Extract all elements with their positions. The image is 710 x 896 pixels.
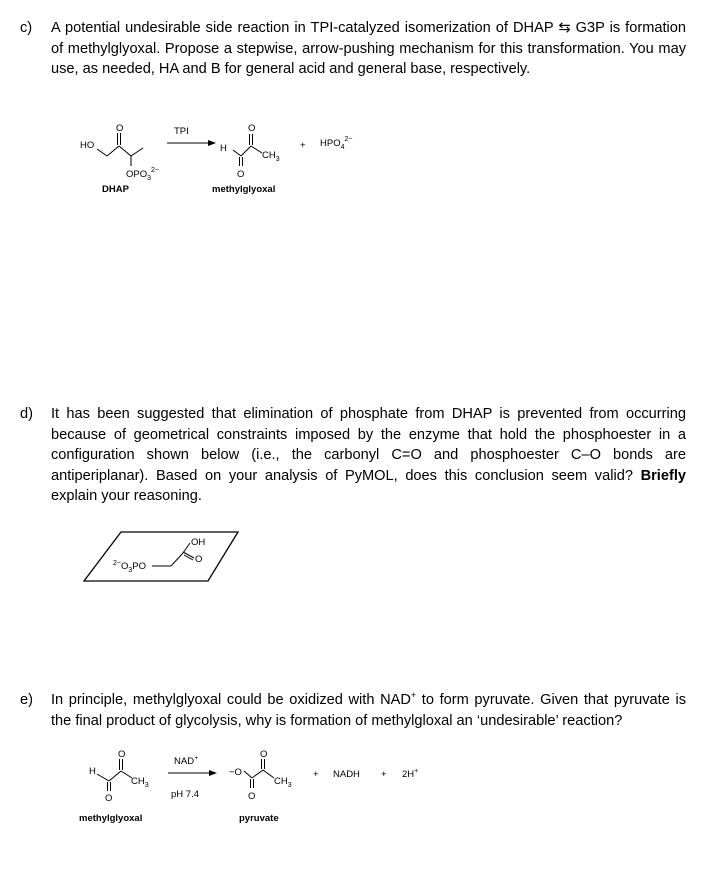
methylglyoxal-label: methylglyoxal xyxy=(212,184,276,195)
dhap-carbonyl-o: O xyxy=(116,123,124,134)
tpi-catalyst-label: TPI xyxy=(174,126,189,137)
question-d-text: It has been suggested that elimination of phosphate from DHAP is prevented from occurring because of geometrical constraints imposed by the enzyme that hold the phosphoester in a configuration shown below (i.e., the carbonyl C=O and phosphoester C–O bonds are antiperiplanar). Based on your analysis of PyMOL, does this conclusion seem valid? Briefly explain your reasoning. xyxy=(51,406,686,505)
ho-label: HO xyxy=(80,140,95,151)
mg2-ketone-o: O xyxy=(118,749,126,760)
dhap-phosphate: $OPO_3^{2-}$ xyxy=(126,167,160,182)
mg-aldehyde-h: H xyxy=(220,143,227,154)
question-c-text: A potential undesirable side reaction in TPI-catalyzed isomerization of DHAP ⇆ G3P is formation of methylglyoxal. Propose a stepwise, arrow-pushing mechanism for this transformation. You may use, as needed, HA and B for general acid and general base, respectively. xyxy=(51,20,686,78)
question-c-letter: c) xyxy=(20,20,33,36)
plus-sign: + xyxy=(300,140,306,151)
mg-methyl: $CH_3$ xyxy=(262,150,280,163)
reaction-arrow-head-icon xyxy=(209,770,217,776)
plus-sign-1: + xyxy=(313,769,319,780)
dhap-label: DHAP xyxy=(102,184,129,195)
methylglyoxal-label-e: methylglyoxal xyxy=(79,813,143,824)
nad-reagent: NAD+ xyxy=(174,755,199,767)
mg-aldehyde-o: O xyxy=(237,169,245,180)
pyruvate-methyl: $CH_3$ xyxy=(274,776,292,789)
pyruvate-ketone-o: O xyxy=(260,749,268,760)
mg2-aldehyde-o: O xyxy=(105,793,113,804)
question-e-letter: e) xyxy=(20,692,33,708)
mg-ketone-o: O xyxy=(248,123,256,134)
phosphoester-label: $^{2-}O_3PO$ xyxy=(113,560,147,574)
mg2-methyl: $CH_3$ xyxy=(131,776,149,789)
mg2-aldehyde-h: H xyxy=(89,766,96,777)
carboxylate-o: −O xyxy=(229,767,242,778)
protons-label: 2H+ xyxy=(402,768,419,780)
hydrogen-phosphate: $HPO_4^{2-}$ xyxy=(320,136,353,151)
pyruvate-carbonyl-o: O xyxy=(248,791,256,802)
pyruvate-label: pyruvate xyxy=(239,813,279,824)
question-e-text: In principle, methylglyoxal could be oxidized with NAD+ to form pyruvate. Given that pyruvate is the final product of glycolysis, why is formation of methylgloxal an ‘undesirable’ reaction? xyxy=(51,690,686,729)
nadh-label: NADH xyxy=(333,769,360,780)
plus-sign-2: + xyxy=(381,769,387,780)
question-d-letter: d) xyxy=(20,406,33,422)
ph-condition: pH 7.4 xyxy=(171,789,199,800)
equilibrium-arrows-icon: ⇆ xyxy=(558,20,571,36)
hydroxyl-label: OH xyxy=(191,537,206,548)
carbonyl-o-label: O xyxy=(195,554,203,565)
